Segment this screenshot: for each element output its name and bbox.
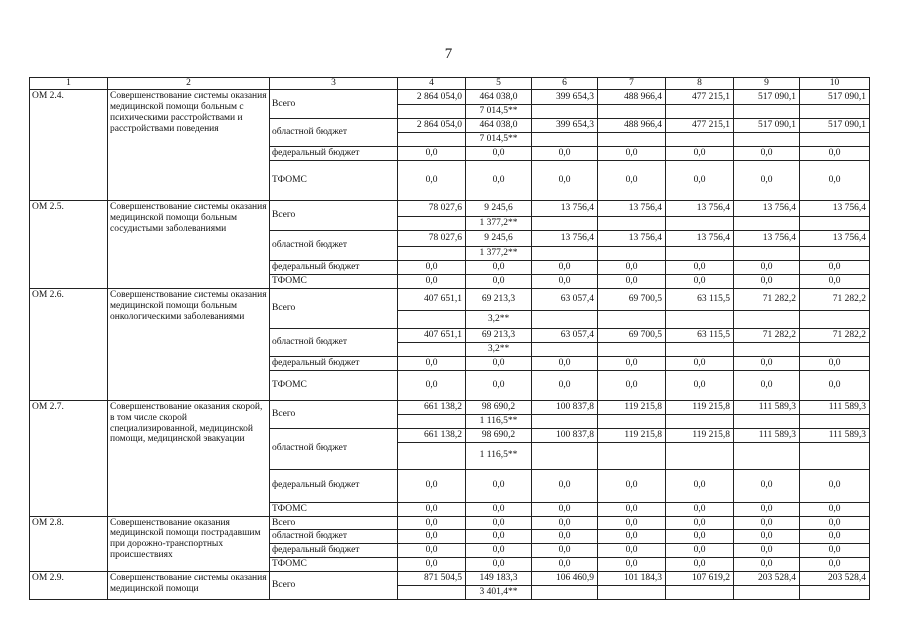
amount-cell: 0,0 [532, 558, 598, 572]
amount-cell: 0,0 [598, 558, 666, 572]
amount-cell: 0,0 [532, 544, 598, 558]
funding-source-label: ТФОМС [270, 274, 398, 288]
amount-cell: 0,0 [466, 261, 532, 275]
empty-cell [734, 586, 800, 600]
amount-cell: 0,0 [666, 516, 734, 530]
empty-cell [666, 247, 734, 261]
empty-cell [598, 217, 666, 231]
amount-cell: 111 589,3 [734, 428, 800, 442]
empty-cell [734, 105, 800, 119]
empty-cell [598, 342, 666, 356]
empty-cell [398, 133, 466, 147]
amount-cell: 0,0 [734, 558, 800, 572]
amount-cell: 0,0 [466, 161, 532, 201]
amount-cell: 0,0 [800, 544, 870, 558]
empty-cell [666, 586, 734, 600]
empty-cell [666, 133, 734, 147]
amount-cell: 0,0 [666, 544, 734, 558]
empty-cell [800, 133, 870, 147]
amount-cell: 0,0 [398, 261, 466, 275]
extra-amount-cell: 1 116,5** [466, 442, 532, 469]
amount-cell: 9 245,6 [466, 231, 532, 247]
amount-cell: 0,0 [532, 356, 598, 370]
amount-cell: 111 589,3 [734, 400, 800, 414]
amount-cell: 13 756,4 [666, 201, 734, 217]
amount-cell: 0,0 [666, 502, 734, 516]
empty-cell [666, 310, 734, 328]
table-row [30, 90, 870, 105]
budget-table [29, 77, 870, 600]
amount-cell: 69 700,5 [598, 288, 666, 310]
funding-source-label: федеральный бюджет [270, 147, 398, 161]
amount-cell: 0,0 [398, 502, 466, 516]
empty-cell [800, 247, 870, 261]
empty-cell [532, 586, 598, 600]
funding-source-label: областной бюджет [270, 328, 398, 356]
measure-name: Совершенствование системы оказания медицинской помощи больным сосудистыми заболеваниями [108, 201, 270, 289]
amount-cell: 871 504,5 [398, 572, 466, 586]
amount-cell: 106 460,9 [532, 572, 598, 586]
amount-cell: 0,0 [398, 274, 466, 288]
amount-cell: 2 864 054,0 [398, 90, 466, 105]
column-number: 4 [398, 78, 466, 90]
table-row [30, 572, 870, 586]
amount-cell: 0,0 [598, 469, 666, 502]
empty-cell [800, 105, 870, 119]
amount-cell: 464 038,0 [466, 90, 532, 105]
measure-code: ОМ 2.6. [30, 288, 108, 400]
amount-cell: 0,0 [466, 502, 532, 516]
funding-source-label: Всего [270, 201, 398, 231]
funding-source-label: областной бюджет [270, 428, 398, 469]
funding-source-label: федеральный бюджет [270, 469, 398, 502]
funding-source-label: Всего [270, 400, 398, 428]
amount-cell: 0,0 [734, 516, 800, 530]
amount-cell: 0,0 [734, 274, 800, 288]
amount-cell: 0,0 [800, 469, 870, 502]
amount-cell: 111 589,3 [800, 400, 870, 414]
measure-code: ОМ 2.5. [30, 201, 108, 289]
funding-source-label: областной бюджет [270, 119, 398, 147]
amount-cell: 0,0 [466, 516, 532, 530]
empty-cell [734, 217, 800, 231]
amount-cell: 517 090,1 [800, 119, 870, 133]
amount-cell: 0,0 [800, 558, 870, 572]
amount-cell: 78 027,6 [398, 201, 466, 217]
amount-cell: 661 138,2 [398, 400, 466, 414]
amount-cell: 0,0 [598, 161, 666, 201]
column-number: 6 [532, 78, 598, 90]
amount-cell: 0,0 [466, 558, 532, 572]
column-number: 5 [466, 78, 532, 90]
funding-source-label: Всего [270, 90, 398, 119]
funding-source-label: Всего [270, 288, 398, 328]
amount-cell: 0,0 [734, 161, 800, 201]
extra-amount-cell: 1 377,2** [466, 217, 532, 231]
amount-cell: 0,0 [598, 530, 666, 544]
measure-name: Совершенствование системы оказания медицинской помощи больным с психическими расстройствами и расстройствами поведения [108, 90, 270, 201]
amount-cell: 149 183,3 [466, 572, 532, 586]
amount-cell: 0,0 [598, 261, 666, 275]
empty-cell [532, 217, 598, 231]
amount-cell: 0,0 [532, 147, 598, 161]
empty-cell [598, 586, 666, 600]
empty-cell [666, 217, 734, 231]
amount-cell: 0,0 [398, 370, 466, 400]
measure-code: ОМ 2.9. [30, 572, 108, 600]
amount-cell: 0,0 [598, 516, 666, 530]
amount-cell: 0,0 [598, 370, 666, 400]
amount-cell: 107 619,2 [666, 572, 734, 586]
amount-cell: 69 213,3 [466, 328, 532, 342]
amount-cell: 13 756,4 [598, 231, 666, 247]
amount-cell: 63 115,5 [666, 288, 734, 310]
funding-source-label: областной бюджет [270, 530, 398, 544]
amount-cell: 119 215,8 [666, 428, 734, 442]
amount-cell: 71 282,2 [734, 328, 800, 342]
extra-amount-cell: 7 014,5** [466, 105, 532, 119]
amount-cell: 0,0 [466, 370, 532, 400]
amount-cell: 0,0 [666, 261, 734, 275]
extra-amount-cell: 3,2** [466, 342, 532, 356]
amount-cell: 0,0 [666, 530, 734, 544]
amount-cell: 0,0 [666, 147, 734, 161]
amount-cell: 0,0 [466, 469, 532, 502]
amount-cell: 0,0 [598, 147, 666, 161]
empty-cell [398, 342, 466, 356]
amount-cell: 407 651,1 [398, 328, 466, 342]
amount-cell: 517 090,1 [734, 119, 800, 133]
amount-cell: 0,0 [734, 469, 800, 502]
amount-cell: 0,0 [800, 370, 870, 400]
empty-cell [398, 586, 466, 600]
amount-cell: 119 215,8 [666, 400, 734, 414]
amount-cell: 0,0 [398, 356, 466, 370]
empty-cell [734, 310, 800, 328]
column-number: 3 [270, 78, 398, 90]
amount-cell: 203 528,4 [800, 572, 870, 586]
amount-cell: 78 027,6 [398, 231, 466, 247]
amount-cell: 0,0 [800, 356, 870, 370]
amount-cell: 488 966,4 [598, 90, 666, 105]
amount-cell: 71 282,2 [734, 288, 800, 310]
amount-cell: 0,0 [666, 558, 734, 572]
measure-name: Совершенствование системы оказания медицинской помощи [108, 572, 270, 600]
amount-cell: 0,0 [800, 530, 870, 544]
column-number: 2 [108, 78, 270, 90]
amount-cell: 0,0 [532, 502, 598, 516]
empty-cell [532, 105, 598, 119]
empty-cell [532, 342, 598, 356]
column-number-row [30, 78, 870, 90]
empty-cell [398, 414, 466, 428]
empty-cell [800, 586, 870, 600]
amount-cell: 71 282,2 [800, 328, 870, 342]
measure-name: Совершенствование системы оказания медицинской помощи больным онкологическими заболеваниями [108, 288, 270, 400]
amount-cell: 0,0 [398, 544, 466, 558]
amount-cell: 407 651,1 [398, 288, 466, 310]
amount-cell: 0,0 [666, 469, 734, 502]
column-number: 10 [800, 78, 870, 90]
amount-cell: 2 864 054,0 [398, 119, 466, 133]
amount-cell: 71 282,2 [800, 288, 870, 310]
amount-cell: 517 090,1 [734, 90, 800, 105]
amount-cell: 13 756,4 [800, 201, 870, 217]
empty-cell [734, 414, 800, 428]
empty-cell [398, 442, 466, 469]
column-number: 8 [666, 78, 734, 90]
amount-cell: 0,0 [398, 530, 466, 544]
empty-cell [800, 342, 870, 356]
amount-cell: 0,0 [666, 161, 734, 201]
funding-source-label: ТФОМС [270, 558, 398, 572]
empty-cell [800, 310, 870, 328]
funding-source-label: ТФОМС [270, 161, 398, 201]
empty-cell [734, 342, 800, 356]
amount-cell: 13 756,4 [734, 231, 800, 247]
amount-cell: 0,0 [734, 530, 800, 544]
measure-code: ОМ 2.7. [30, 400, 108, 516]
amount-cell: 0,0 [734, 370, 800, 400]
amount-cell: 464 038,0 [466, 119, 532, 133]
empty-cell [800, 414, 870, 428]
amount-cell: 13 756,4 [666, 231, 734, 247]
extra-amount-cell: 7 014,5** [466, 133, 532, 147]
table-row [30, 201, 870, 217]
amount-cell: 13 756,4 [532, 201, 598, 217]
amount-cell: 0,0 [800, 147, 870, 161]
amount-cell: 0,0 [598, 544, 666, 558]
amount-cell: 13 756,4 [800, 231, 870, 247]
empty-cell [532, 442, 598, 469]
amount-cell: 0,0 [398, 147, 466, 161]
column-number: 1 [30, 78, 108, 90]
amount-cell: 13 756,4 [734, 201, 800, 217]
amount-cell: 119 215,8 [598, 400, 666, 414]
amount-cell: 0,0 [532, 161, 598, 201]
empty-cell [598, 414, 666, 428]
empty-cell [734, 442, 800, 469]
amount-cell: 0,0 [800, 161, 870, 201]
amount-cell: 63 057,4 [532, 328, 598, 342]
empty-cell [800, 442, 870, 469]
amount-cell: 203 528,4 [734, 572, 800, 586]
amount-cell: 100 837,8 [532, 400, 598, 414]
amount-cell: 399 654,3 [532, 90, 598, 105]
amount-cell: 0,0 [466, 274, 532, 288]
measure-name: Совершенствование оказания медицинской помощи пострадавшим при дорожно-транспортных происшествиях [108, 516, 270, 572]
empty-cell [666, 342, 734, 356]
amount-cell: 0,0 [532, 469, 598, 502]
amount-cell: 111 589,3 [800, 428, 870, 442]
amount-cell: 0,0 [800, 274, 870, 288]
table-row [30, 288, 870, 310]
amount-cell: 0,0 [734, 544, 800, 558]
amount-cell: 399 654,3 [532, 119, 598, 133]
funding-source-label: ТФОМС [270, 502, 398, 516]
amount-cell: 0,0 [800, 261, 870, 275]
amount-cell: 0,0 [734, 261, 800, 275]
empty-cell [800, 217, 870, 231]
empty-cell [598, 247, 666, 261]
empty-cell [532, 414, 598, 428]
empty-cell [398, 247, 466, 261]
amount-cell: 101 184,3 [598, 572, 666, 586]
amount-cell: 0,0 [734, 502, 800, 516]
measure-code: ОМ 2.8. [30, 516, 108, 572]
amount-cell: 0,0 [598, 274, 666, 288]
table-row [30, 516, 870, 530]
amount-cell: 517 090,1 [800, 90, 870, 105]
amount-cell: 0,0 [800, 516, 870, 530]
amount-cell: 0,0 [666, 356, 734, 370]
amount-cell: 13 756,4 [598, 201, 666, 217]
amount-cell: 661 138,2 [398, 428, 466, 442]
empty-cell [666, 442, 734, 469]
amount-cell: 0,0 [398, 469, 466, 502]
amount-cell: 477 215,1 [666, 119, 734, 133]
empty-cell [666, 105, 734, 119]
amount-cell: 0,0 [734, 356, 800, 370]
amount-cell: 119 215,8 [598, 428, 666, 442]
empty-cell [398, 105, 466, 119]
amount-cell: 0,0 [598, 356, 666, 370]
measure-name: Совершенствование оказания скорой, в том числе скорой специализированной, медицинской помощи, медицинской эвакуации [108, 400, 270, 516]
table-row [30, 400, 870, 414]
empty-cell [532, 133, 598, 147]
empty-cell [532, 310, 598, 328]
empty-cell [398, 217, 466, 231]
empty-cell [532, 247, 598, 261]
empty-cell [598, 105, 666, 119]
funding-source-label: федеральный бюджет [270, 356, 398, 370]
amount-cell: 0,0 [398, 558, 466, 572]
empty-cell [734, 133, 800, 147]
amount-cell: 9 245,6 [466, 201, 532, 217]
amount-cell: 0,0 [466, 356, 532, 370]
amount-cell: 0,0 [466, 147, 532, 161]
funding-source-label: Всего [270, 516, 398, 530]
amount-cell: 0,0 [466, 530, 532, 544]
amount-cell: 100 837,8 [532, 428, 598, 442]
amount-cell: 0,0 [532, 370, 598, 400]
column-number: 7 [598, 78, 666, 90]
funding-source-label: федеральный бюджет [270, 261, 398, 275]
amount-cell: 488 966,4 [598, 119, 666, 133]
funding-source-label: областной бюджет [270, 231, 398, 261]
amount-cell: 13 756,4 [532, 231, 598, 247]
extra-amount-cell: 1 377,2** [466, 247, 532, 261]
empty-cell [666, 414, 734, 428]
amount-cell: 69 700,5 [598, 328, 666, 342]
extra-amount-cell: 3 401,4** [466, 586, 532, 600]
amount-cell: 0,0 [532, 530, 598, 544]
extra-amount-cell: 3,2** [466, 310, 532, 328]
empty-cell [398, 310, 466, 328]
empty-cell [598, 133, 666, 147]
amount-cell: 0,0 [398, 516, 466, 530]
page-number: 7 [444, 46, 453, 62]
amount-cell: 0,0 [532, 516, 598, 530]
funding-source-label: ТФОМС [270, 370, 398, 400]
amount-cell: 0,0 [666, 370, 734, 400]
amount-cell: 98 690,2 [466, 428, 532, 442]
amount-cell: 63 057,4 [532, 288, 598, 310]
amount-cell: 0,0 [734, 147, 800, 161]
extra-amount-cell: 1 116,5** [466, 414, 532, 428]
amount-cell: 0,0 [532, 274, 598, 288]
column-number: 9 [734, 78, 800, 90]
empty-cell [734, 247, 800, 261]
amount-cell: 0,0 [598, 502, 666, 516]
amount-cell: 69 213,3 [466, 288, 532, 310]
amount-cell: 0,0 [666, 274, 734, 288]
amount-cell: 477 215,1 [666, 90, 734, 105]
funding-source-label: федеральный бюджет [270, 544, 398, 558]
measure-code: ОМ 2.4. [30, 90, 108, 201]
empty-cell [598, 442, 666, 469]
amount-cell: 0,0 [466, 544, 532, 558]
amount-cell: 0,0 [398, 161, 466, 201]
empty-cell [598, 310, 666, 328]
amount-cell: 0,0 [800, 502, 870, 516]
amount-cell: 63 115,5 [666, 328, 734, 342]
amount-cell: 0,0 [532, 261, 598, 275]
funding-source-label: Всего [270, 572, 398, 600]
amount-cell: 98 690,2 [466, 400, 532, 414]
